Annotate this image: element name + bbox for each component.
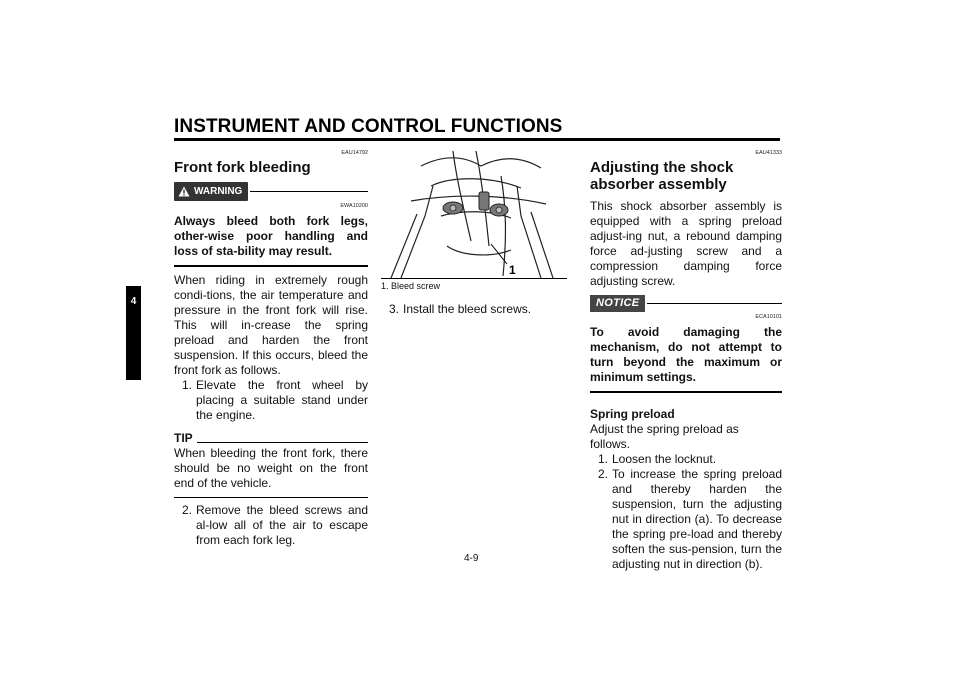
warning-rule (250, 191, 368, 193)
intro-paragraph: When riding in extremely rough condi-tions, the air temperature and pressure in the front fork will rise. This will in-crease the spring preload and harden the front suspension. If this occurs, bleed the front fork as follows. (174, 272, 368, 377)
notice-text: To avoid damaging the mechanism, do not attempt to turn beyond the maximum or minimum settings. (590, 325, 782, 384)
notice-badge: NOTICE (590, 295, 645, 312)
notice-header (590, 295, 782, 312)
step-number: 1. (597, 451, 608, 466)
step-1 (590, 452, 782, 467)
step-text: Install the bleed screws. (403, 302, 532, 316)
warning-header (174, 182, 368, 201)
step-number: 2. (597, 466, 608, 481)
step-number: 3. (388, 302, 399, 316)
step-2 (174, 503, 368, 548)
section-code: EAU41333 (755, 150, 782, 156)
section-heading: Front fork bleeding (174, 159, 311, 176)
page-number: 4-9 (464, 553, 479, 564)
step-1 (174, 378, 368, 423)
step-2 (590, 467, 782, 572)
sub-intro: Adjust the spring preload as follows. (590, 421, 739, 451)
fork-illustration-drawing (381, 146, 567, 278)
column-illustration (381, 146, 567, 317)
step-text: Elevate the front wheel by placing a suitable stand under the engine. (196, 377, 368, 422)
notice-code: ECA10101 (755, 314, 782, 320)
column-shock-absorber (590, 150, 782, 572)
warning-label: WARNING (194, 186, 243, 197)
bleed-screw-illustration (381, 146, 567, 278)
page-header-title: INSTRUMENT AND CONTROL FUNCTIONS (174, 116, 563, 137)
notice-rule (647, 303, 782, 305)
warning-badge (174, 182, 248, 201)
warning-end-rule (174, 265, 368, 267)
intro-paragraph: This shock absorber assembly is equipped with a spring preload adjust-ing nut, a rebound damping force ad-justing screw and a compression damping force adjusting screw. (590, 199, 782, 288)
tip-end-rule (174, 497, 368, 498)
step-3 (381, 302, 567, 317)
tip-label: TIP (174, 430, 193, 445)
warning-text: Always bleed both fork legs, other-wise poor handling and loss of sta-bility may result. (174, 214, 368, 258)
callout-number: 1 (509, 263, 516, 277)
notice-end-rule (590, 391, 782, 393)
illustration-caption: 1. Bleed screw (381, 281, 441, 291)
chapter-tab: 4 (126, 286, 141, 380)
subheading-spring-preload: Spring preload (590, 406, 675, 421)
step-number: 1. (181, 377, 192, 392)
step-text: Loosen the locknut. (612, 451, 717, 466)
header-rule (174, 138, 780, 141)
tip-header (174, 431, 368, 446)
tip-rule (197, 442, 368, 443)
step-text: To increase the spring preload and thereby harden the suspension, turn the adjusting nut in direction (a). To decrease the spring pre-load and thereby soften the sus-pension, turn the adjusting nut in direction (b). (612, 466, 782, 571)
step-text: Remove the bleed screws and al-low all of the air to escape from each fork leg. (196, 502, 368, 547)
tip-text: When bleeding the front fork, there should be no weight on the front end of the vehicle. (174, 445, 368, 490)
section-heading: Adjusting the shock absorber assembly (590, 159, 734, 193)
illustration-rule (381, 278, 567, 279)
warning-code: EWA10200 (340, 203, 368, 209)
column-front-fork-bleeding (174, 150, 368, 548)
step-number: 2. (181, 502, 192, 517)
warning-triangle-icon (178, 186, 190, 197)
section-code: EAU14792 (341, 150, 368, 156)
